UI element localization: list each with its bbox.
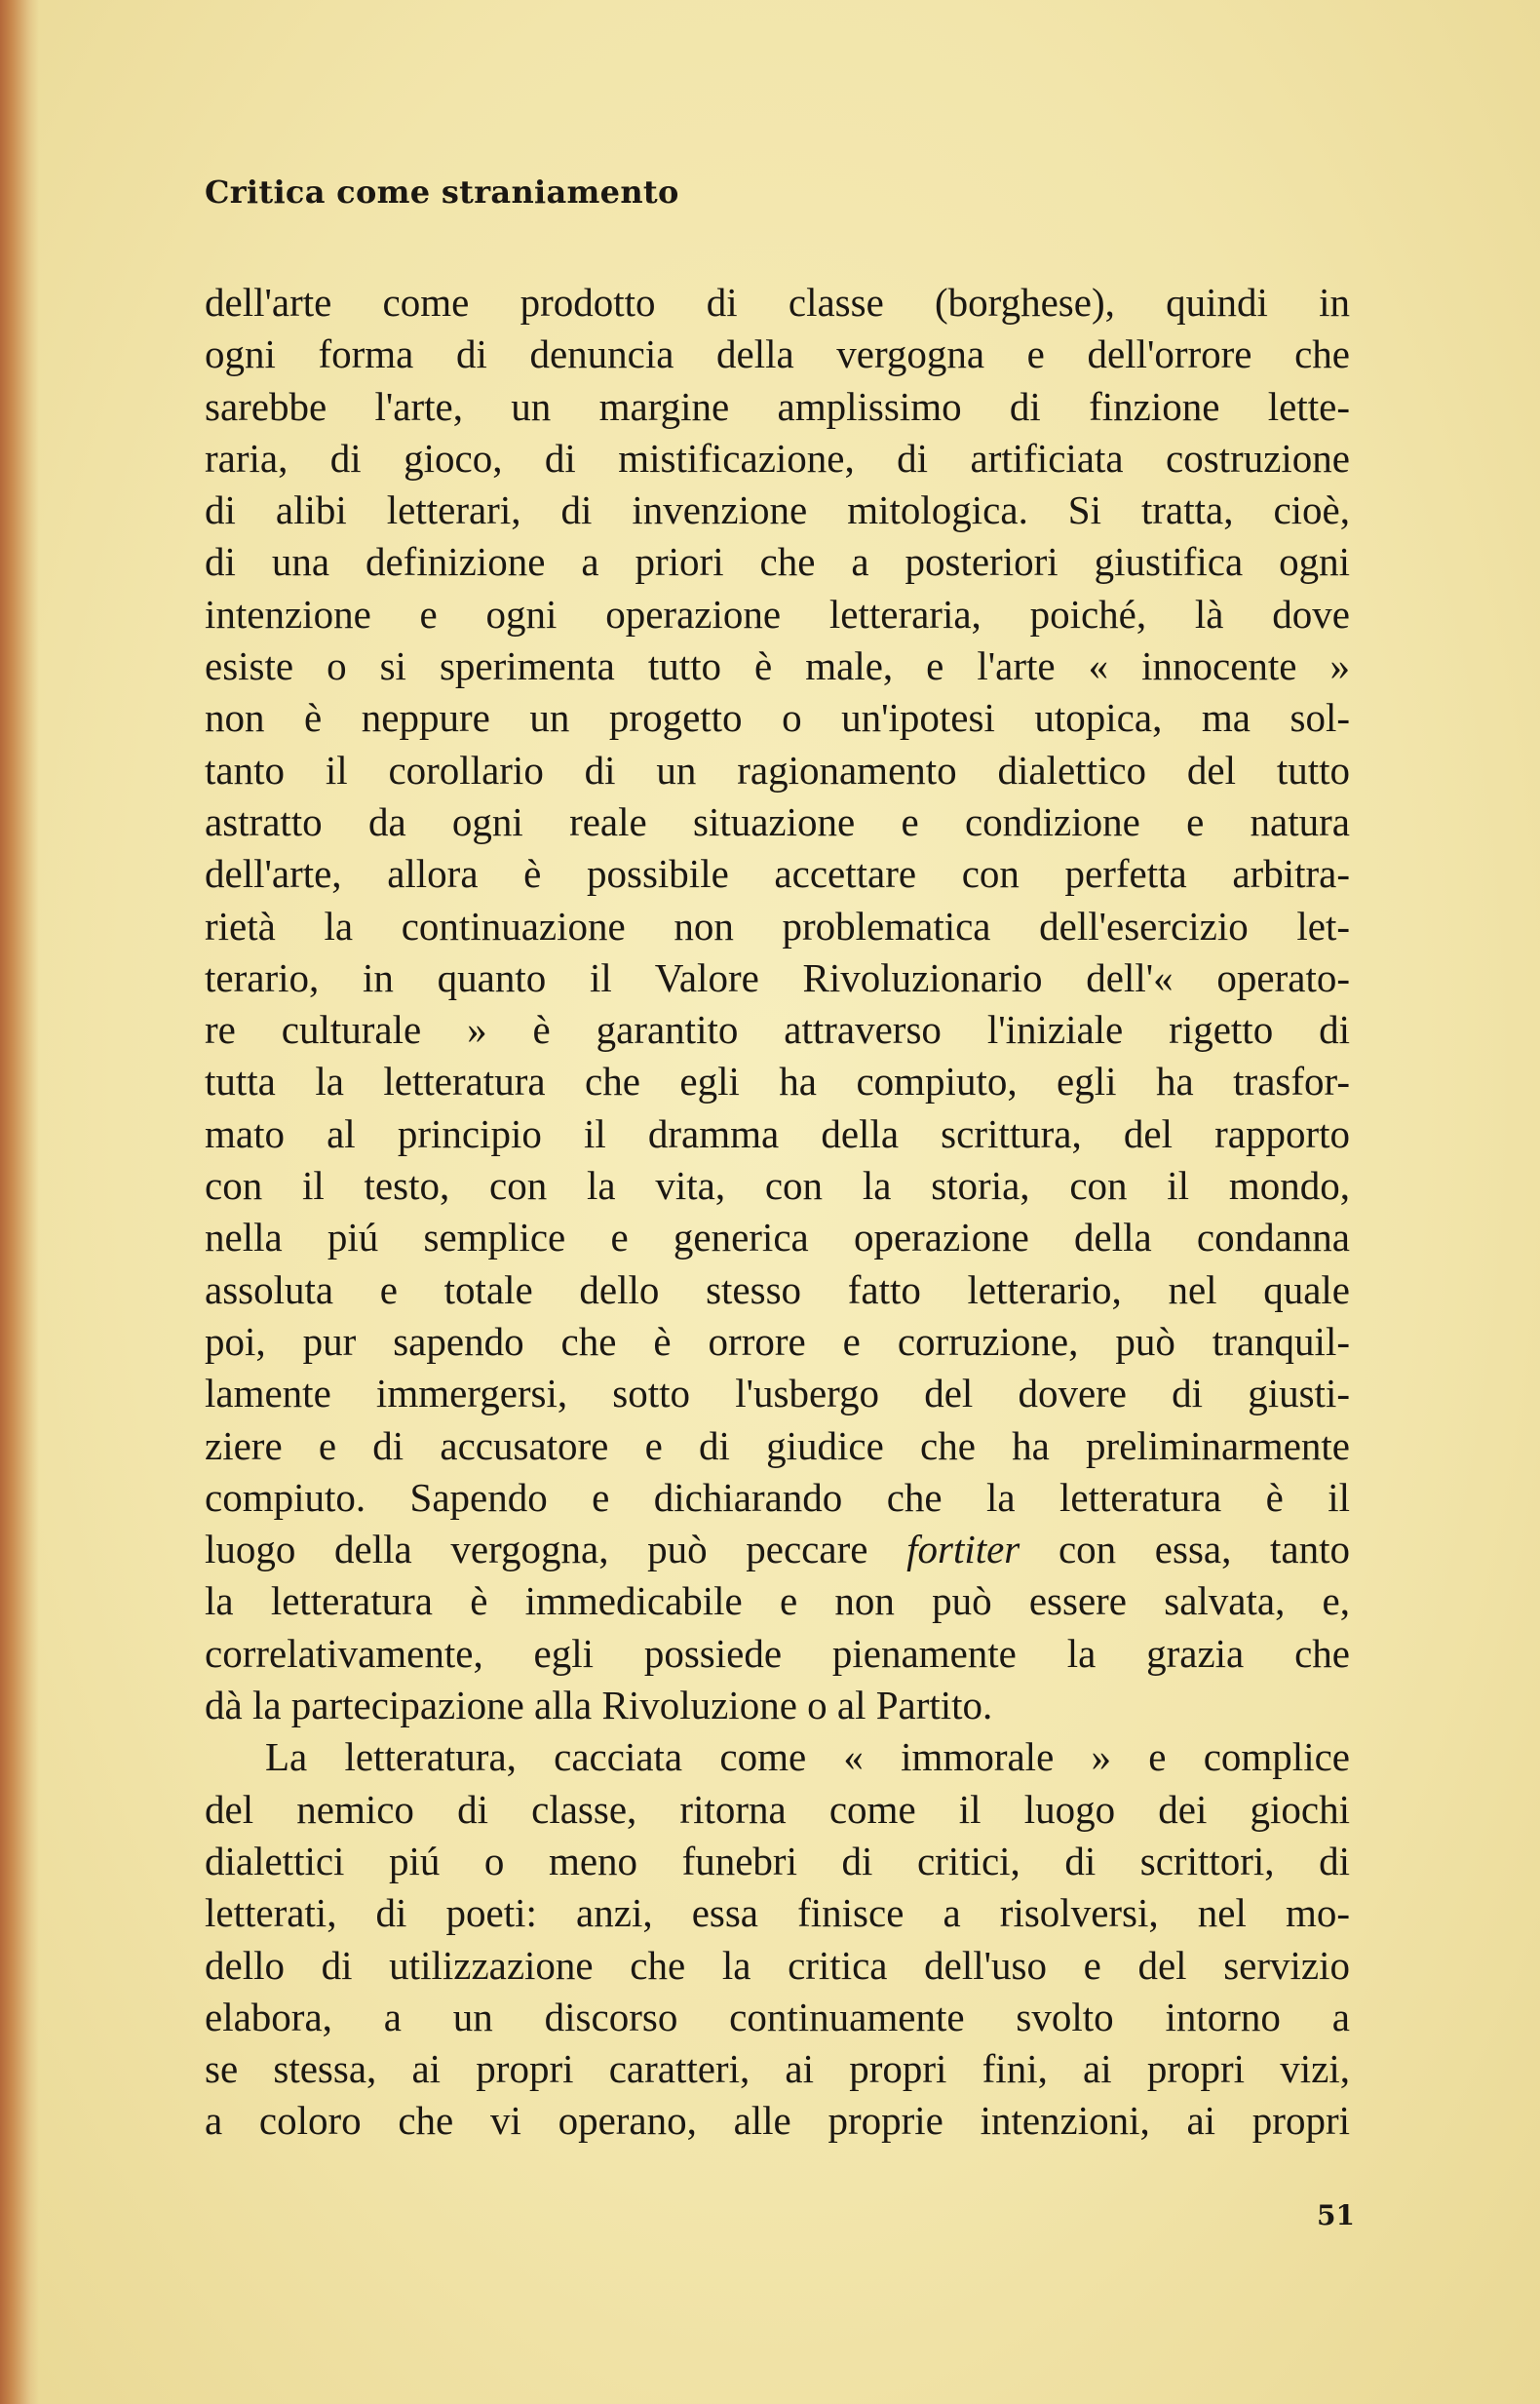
text-line: se stessa, ai propri caratteri, ai propri fini, ai propri vizi,: [205, 2046, 1350, 2092]
paragraph-first-line: La letteratura, cacciata come « immorale » e complice: [265, 1734, 1350, 1780]
text-line: ogni forma di denuncia della vergogna e dell'orrore che: [205, 331, 1350, 377]
text-line: re culturale » è garantito attraverso l'iniziale rigetto di: [205, 1007, 1350, 1053]
text-line: assoluta e totale dello stesso fatto letterario, nel quale: [205, 1266, 1350, 1312]
text-line: raria, di gioco, di mistificazione, di artificiata costruzione: [205, 435, 1350, 481]
text-line: tanto il corollario di un ragionamento dialettico del tutto: [205, 747, 1350, 793]
running-head: Critica come straniamento: [205, 174, 679, 211]
text-line: rietà la continuazione non problematica dell'esercizio let-: [205, 903, 1350, 949]
text-line: poi, pur sapendo che è orrore e corruzione, può tranquil-: [205, 1318, 1350, 1364]
page-edge-shadow: [0, 0, 39, 2404]
text-line-with-italic: [205, 1524, 1350, 1575]
text-line: mato al principio il dramma della scrittura, del rapporto: [205, 1110, 1350, 1156]
text-line: di una definizione a priori che a posteriori giustifica ogni: [205, 539, 1350, 585]
text-line: ziere e di accusatore e di giudice che ha preliminarmente: [205, 1422, 1350, 1468]
text-line: dell'arte come prodotto di classe (borghese), quindi in: [205, 280, 1350, 325]
italic-term: fortiter: [906, 1527, 1020, 1572]
text-line: correlativamente, egli possiede pienamente la grazia che: [205, 1630, 1350, 1676]
text-line: terario, in quanto il Valore Rivoluzionario dell'« operato-: [205, 954, 1350, 1000]
text-line: sarebbe l'arte, un margine amplissimo di finzione lette-: [205, 383, 1350, 429]
text-line: dell'arte, allora è possibile accettare con perfetta arbitra-: [205, 851, 1350, 897]
text-line: lamente immergersi, sotto l'usbergo del dovere di giusti-: [205, 1371, 1350, 1416]
body-text: [205, 277, 1350, 2148]
text-line: a coloro che vi operano, alle proprie intenzioni, ai propri: [205, 2098, 1350, 2144]
text-line: non è neppure un progetto o un'ipotesi utopica, ma sol-: [205, 695, 1350, 741]
text-line: intenzione e ogni operazione letteraria, poiché, là dove: [205, 591, 1350, 637]
text-line: nella piú semplice e generica operazione della condanna: [205, 1215, 1350, 1260]
text-line: di alibi letterari, di invenzione mitologica. Si tratta, cioè,: [205, 487, 1350, 533]
page-number: 51: [1317, 2199, 1355, 2231]
text-line: dialettici piú o meno funebri di critici, di scrittori, di: [205, 1838, 1350, 1883]
text-line: con il testo, con la vita, con la storia, con il mondo,: [205, 1163, 1350, 1209]
text-line: esiste o si sperimenta tutto è male, e l'arte « innocente »: [205, 643, 1350, 689]
text-line: la letteratura è immedicabile e non può essere salvata, e,: [205, 1578, 1350, 1624]
text-segment: con essa, tanto: [1020, 1527, 1351, 1572]
text-line: dello di utilizzazione che la critica dell'uso e del servizio: [205, 1942, 1350, 1988]
text-line: astratto da ogni reale situazione e condizione e natura: [205, 798, 1350, 844]
text-line: letterati, di poeti: anzi, essa finisce a risolversi, nel mo-: [205, 1890, 1350, 1936]
text-line: compiuto. Sapendo e dichiarando che la letteratura è il: [205, 1474, 1350, 1520]
text-segment: luogo della vergogna, può peccare: [205, 1527, 907, 1572]
text-line: del nemico di classe, ritorna come il luogo dei giochi: [205, 1786, 1350, 1832]
text-line: tutta la letteratura che egli ha compiuto, egli ha trasfor-: [205, 1059, 1350, 1105]
text-line: elabora, a un discorso continuamente svolto intorno a: [205, 1994, 1350, 2039]
paragraph-last-line: dà la partecipazione alla Rivoluzione o al Partito.: [205, 1683, 993, 1728]
